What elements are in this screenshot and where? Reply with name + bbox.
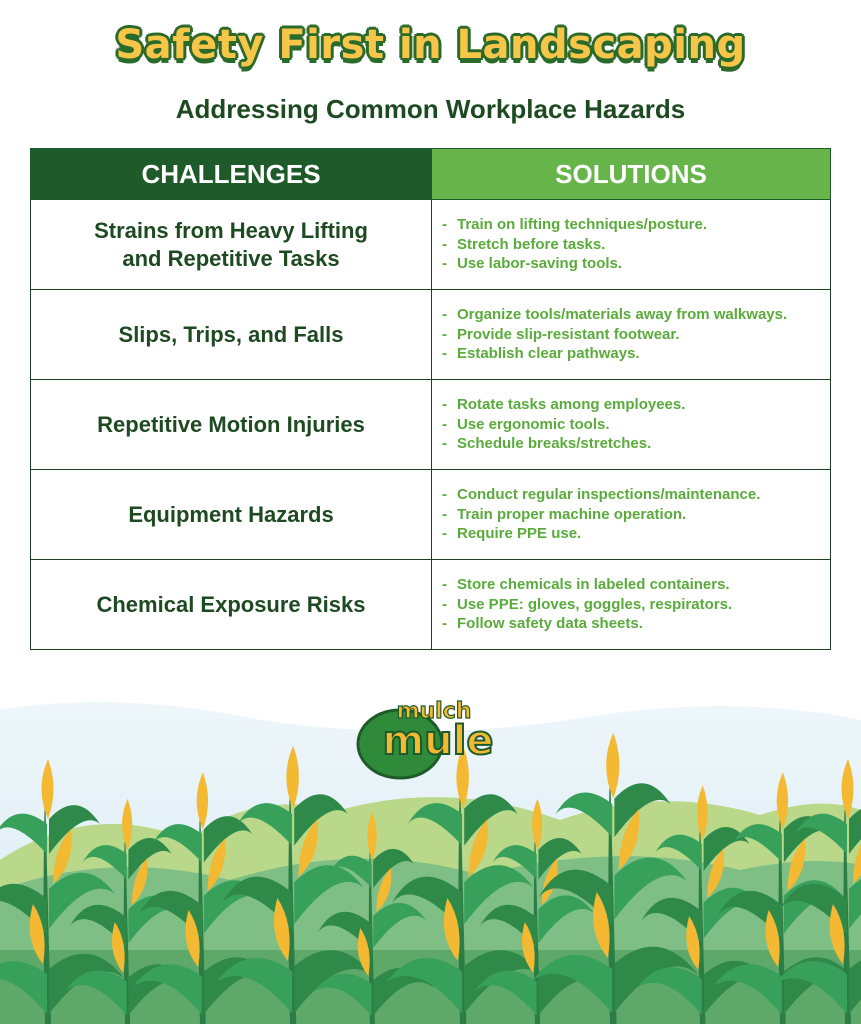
solution-item: - Rotate tasks among employees. (442, 396, 686, 414)
solution-item: - Use labor-saving tools. (442, 255, 623, 273)
table-row (31, 470, 831, 560)
table-row (31, 560, 831, 650)
challenges-column-header: CHALLENGES (31, 149, 432, 200)
solution-item: - Organize tools/materials away from walkways. (442, 306, 788, 324)
solution-item: - Conduct regular inspections/maintenance. (442, 486, 761, 504)
solution-item: - Use PPE: gloves, goggles, respirators. (442, 595, 733, 613)
solution-item: - Use ergonomic tools. (442, 415, 610, 433)
mulch-mule-logo (352, 682, 512, 782)
solutions-list (432, 485, 830, 544)
challenge-cell (31, 380, 432, 470)
table-header-row (31, 149, 831, 200)
solution-item: - Store chemicals in labeled containers. (442, 576, 730, 594)
challenge-text: Strains from Heavy Lifting (94, 217, 368, 243)
solution-item: - Schedule breaks/stretches. (442, 435, 652, 453)
challenge-cell (31, 470, 432, 560)
table-row (31, 200, 831, 290)
solutions-list (432, 395, 830, 454)
solution-item: - Train proper machine operation. (442, 505, 687, 523)
solution-item: - Train on lifting techniques/posture. (442, 216, 708, 234)
solutions-column-header: SOLUTIONS (432, 149, 831, 200)
table-row (31, 290, 831, 380)
solutions-cell (432, 470, 831, 560)
solution-item: - Provide slip-resistant footwear. (442, 325, 680, 343)
logo-text-top: mulch (396, 699, 472, 724)
solutions-list (432, 575, 830, 634)
solutions-cell (432, 380, 831, 470)
page-subtitle: Addressing Common Workplace Hazards (175, 94, 686, 124)
challenge-cell (31, 200, 432, 290)
hazards-table (30, 148, 831, 650)
table-row (31, 380, 831, 470)
challenge-text: and Repetitive Tasks (122, 245, 340, 271)
solutions-list (432, 305, 830, 364)
challenge-text: Chemical Exposure Risks (96, 591, 366, 617)
challenge-text: Equipment Hazards (128, 501, 334, 527)
page-title: Safety First in Landscaping (115, 22, 746, 68)
solution-item: - Stretch before tasks. (442, 235, 606, 253)
solution-item: - Establish clear pathways. (442, 345, 640, 363)
challenge-text: Slips, Trips, and Falls (118, 321, 344, 347)
logo-text-bottom: mule (382, 718, 494, 764)
challenge-text: Repetitive Motion Injuries (97, 411, 365, 437)
solution-item: - Follow safety data sheets. (442, 615, 643, 633)
solutions-cell (432, 200, 831, 290)
solution-item: - Require PPE use. (442, 525, 582, 543)
challenge-cell (31, 560, 432, 650)
challenge-cell (31, 290, 432, 380)
solutions-cell (432, 290, 831, 380)
solutions-list (432, 215, 830, 274)
solutions-cell (432, 560, 831, 650)
